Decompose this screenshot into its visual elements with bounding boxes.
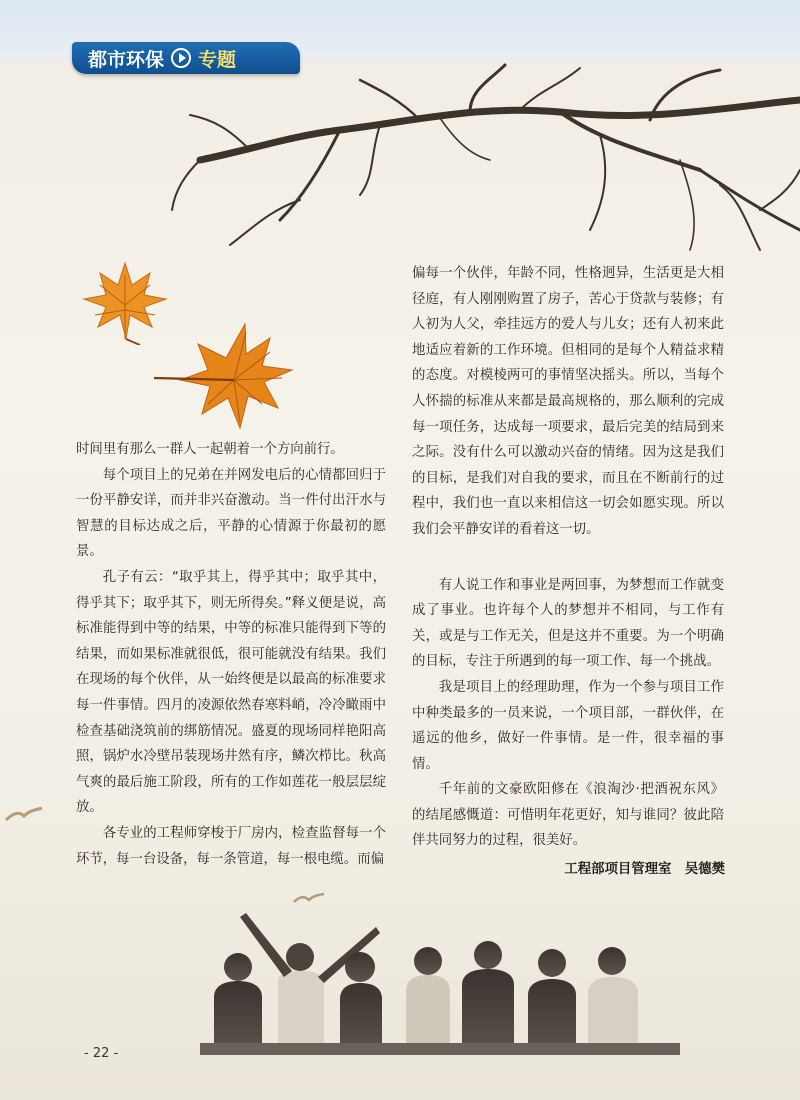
right-column — [412, 261, 724, 854]
group-silhouette-image — [200, 905, 680, 1055]
left-column — [76, 437, 386, 872]
bird-icon — [4, 806, 44, 826]
magazine-title: 都市环保 — [88, 48, 165, 71]
tree-branch-icon — [0, 60, 800, 260]
paragraph: 时间里有那么一群人一起朝着一个方向前行。 — [76, 442, 344, 457]
paragraph: 偏每一个伙伴，年龄不同，性格迥异，生活更是大相径庭，有人刚刚购置了房子，苦心于贷款与装修；有人初为人父，牵挂远方的爱人与儿女；还有人初来此地适应着新的工作环境。但相同的是每个人精益求精的态度。对模棱两可的事情坚决摇头。所以，当每个人怀揣的标准从来都是最高规格的，那么顺利的完成每一项任务，达成每一项要求，最后完美的结局到来之际。没有什么可以激动兴奋的情绪。因为这是我们的目标，是我们对自我的要求，而且在不断前行的过程中，我们也一直以来相信这一切会如愿实现。所以我们会平静安详的看着这一切。 — [412, 266, 724, 537]
paragraph: 孔子有云：“取乎其上，得乎其中；取乎其中，得乎其下；取乎其下，则无所得矣。”释义便是说，高标准能得到中等的结果，中等的标准只能得到下等的结果，而如果标准就很低，很可能就没有结果。我们在现场的每个伙伴，从一始终便是以最高的标准要求每一件事情。四月的凌源依然春寒料峭，冷冷瞰雨中检查基础浇筑前的绑筋情况。盛夏的现场同样艳阳高照，锅炉水冷壁吊装现场井然有序，鳞次栉比。秋高气爽的最后施工阶段，所有的工作如莲花一般层层绽放。 — [76, 569, 386, 816]
paragraph: 我是项目上的经理助理，作为一个参与项目工作中种类最多的一员来说，一个项目部，一群伙伴，在遥远的他乡，做好一件事情。是一件，很幸福的事情。 — [412, 679, 724, 772]
author-signature: 工程部项目管理室 吴德樊 — [564, 862, 725, 877]
paragraph: 有人说工作和事业是两回事，为梦想而工作就变成了事业。也许每个人的梦想并不相同，与工作有关，或是与工作无关，但是这并不重要。为一个明确的目标，专注于所遇到的每一项工作、每一个挑战。 — [412, 577, 724, 670]
bird-icon — [292, 892, 326, 906]
page-number: - 22 - — [84, 1046, 119, 1061]
paragraph: 千年前的文豪欧阳修在《浪淘沙·把酒祝东风》的结尾感慨道：可惜明年花更好，知与谁同？彼此陪伴共同努力的过程，很美好。 — [412, 782, 724, 849]
paragraph: 每个项目上的兄弟在并网发电后的心情都回归于一份平静安详，而并非兴奋激动。当一件付出汗水与智慧的目标达成之后，平静的心情源于你最初的愿景。 — [76, 467, 386, 560]
section-title: 专题 — [198, 48, 237, 71]
paragraph: 各专业的工程师穿梭于厂房内，检查监督每一个环节，每一台设备，每一条管道，每一根电缆。而偏 — [76, 825, 386, 867]
maple-leaf-icon — [150, 318, 295, 433]
